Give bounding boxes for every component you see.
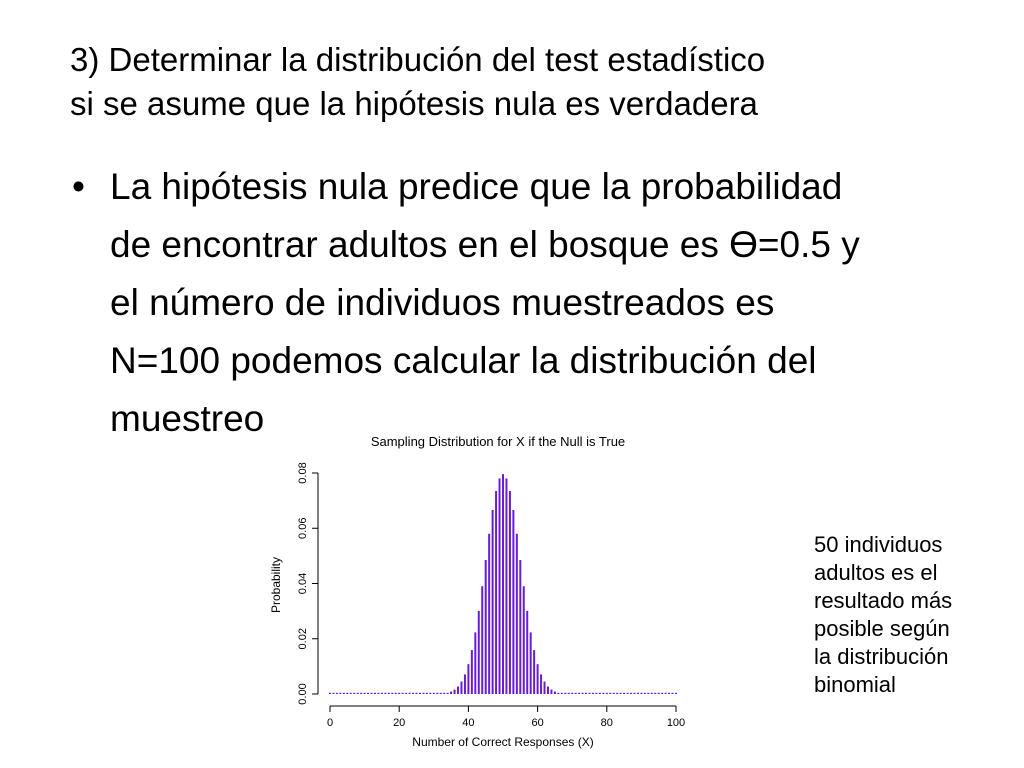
bullet-line: muestreo bbox=[110, 398, 265, 439]
y-axis-label: Probability bbox=[269, 556, 283, 614]
annotation-line: binomial bbox=[814, 672, 896, 697]
annotation-line: 50 individuos bbox=[814, 532, 943, 557]
bullet-line: N=100 podemos calcular la distribución del bbox=[110, 340, 817, 381]
bars-group bbox=[330, 474, 676, 694]
y-tick-label: 0.06 bbox=[297, 517, 309, 539]
y-tick-label: 0.02 bbox=[297, 628, 309, 650]
title-line: 3) Determinar la distribución del test estadístico bbox=[70, 41, 766, 78]
bullet-text bbox=[110, 158, 972, 448]
x-tick-label: 100 bbox=[666, 717, 686, 729]
bullet-point bbox=[72, 158, 972, 448]
y-tick-label: 0.08 bbox=[297, 462, 309, 484]
bullet-line: La hipótesis nula predice que la probabilidad bbox=[110, 166, 843, 207]
sampling-distribution-chart bbox=[260, 428, 710, 758]
annotation-line: la distribución bbox=[814, 644, 949, 669]
annotation-note bbox=[814, 531, 1004, 699]
title-line: si se asume que la hipótesis nula es verdadera bbox=[70, 85, 758, 122]
y-tick-label: 0.04 bbox=[297, 572, 309, 595]
bullet-line: de encontrar adultos en el bosque es Ɵ=0.5 y bbox=[110, 224, 860, 265]
bullet-icon: • bbox=[72, 166, 85, 207]
x-tick-label: 80 bbox=[600, 717, 613, 729]
annotation-line: resultado más bbox=[814, 588, 953, 613]
x-tick-label: 0 bbox=[326, 717, 334, 729]
x-tick-label: 40 bbox=[462, 717, 475, 729]
x-tick-label: 20 bbox=[393, 717, 406, 729]
chart-title: Sampling Distribution for X if the Null is True bbox=[370, 434, 626, 449]
bullet-line: el número de individuos muestreados es bbox=[110, 282, 775, 323]
x-axis bbox=[327, 706, 685, 729]
y-tick-label: 0.00 bbox=[297, 683, 309, 705]
annotation-line: adultos es el bbox=[814, 560, 938, 585]
x-axis-label: Number of Correct Responses (X) bbox=[412, 735, 594, 749]
y-axis bbox=[297, 462, 318, 704]
x-tick-label: 60 bbox=[531, 717, 544, 729]
annotation-line: posible según bbox=[814, 616, 950, 641]
slide-title bbox=[70, 38, 1000, 126]
